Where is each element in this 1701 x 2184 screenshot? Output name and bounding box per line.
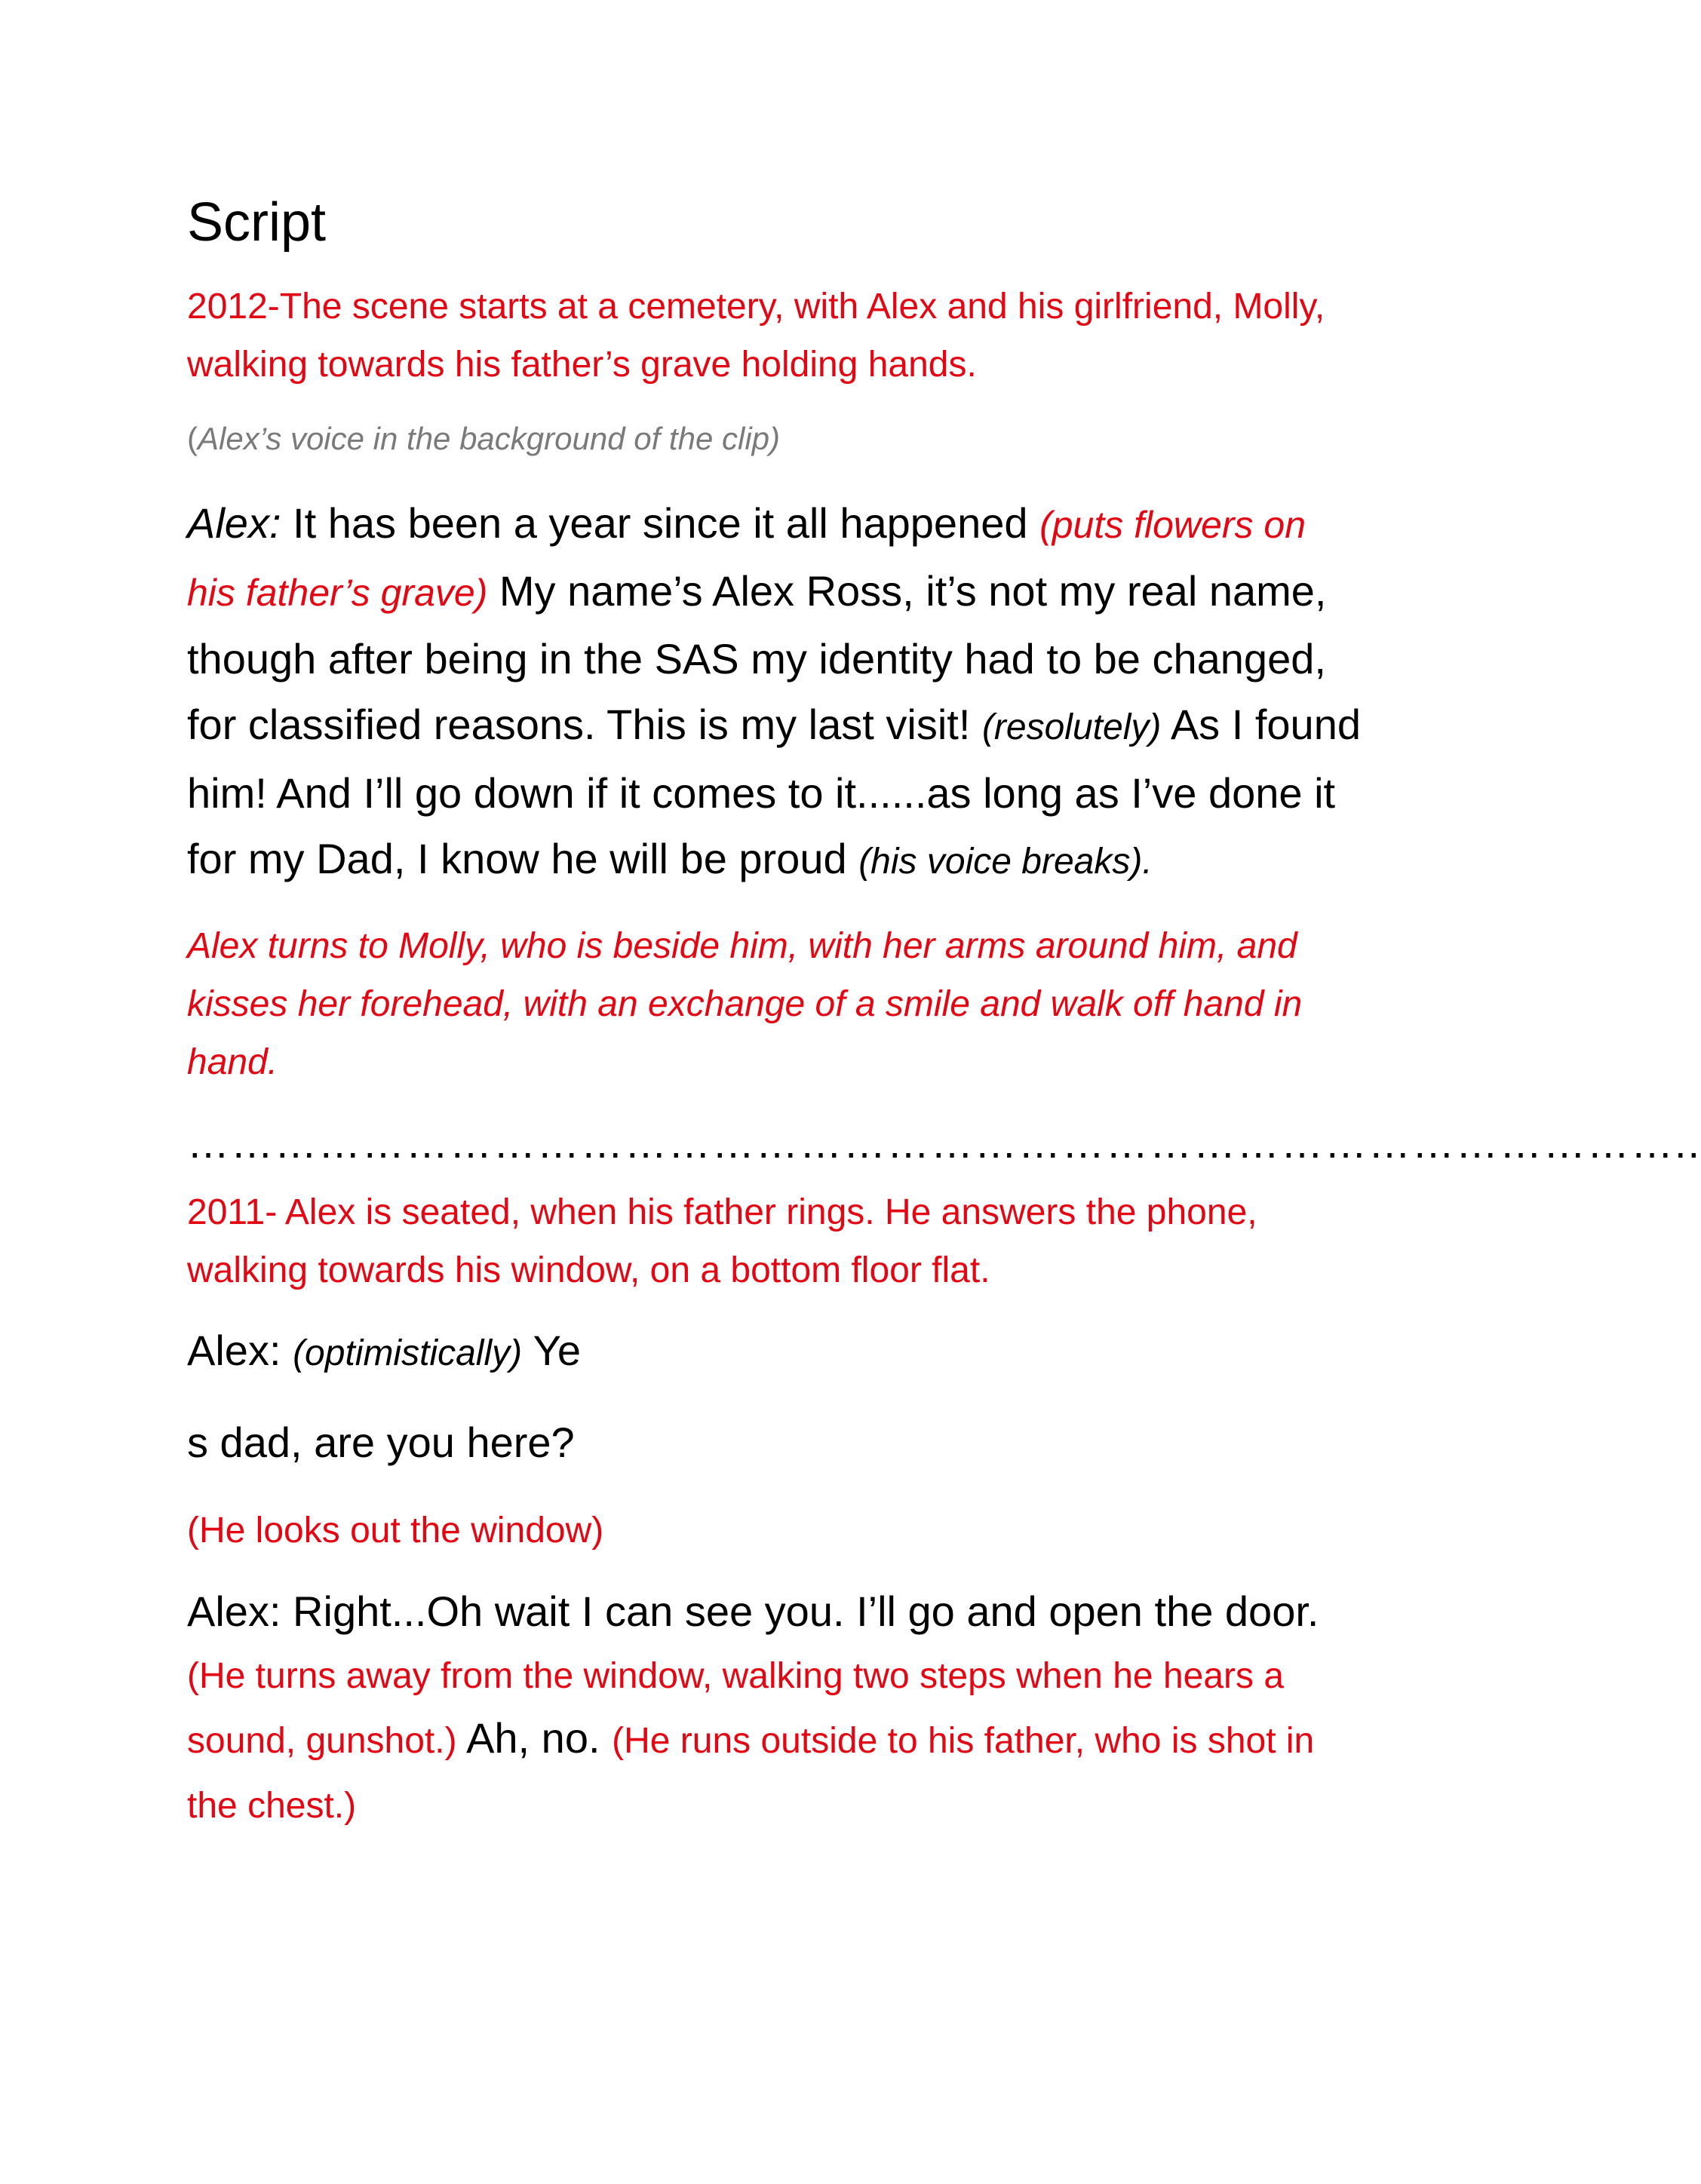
dialogue-text: My name’s Alex Ross, it’s not my real name, though after being in the SAS my identity had to be changed, for classified reasons. This is my last visit! <box>187 567 1327 748</box>
parenthetical: (his voice breaks). <box>858 842 1153 882</box>
phone-dialogue-continued: s dad, are you here? <box>187 1419 575 1466</box>
script-page <box>187 189 1701 1837</box>
dialogue-text: Alex: Right...Oh wait I can see you. I’ll go and open the door. <box>187 1587 1319 1635</box>
page-title: Script <box>187 192 327 253</box>
dialogue-text: Ah, no. <box>456 1714 613 1762</box>
alex-monologue <box>187 490 1364 894</box>
final-dialogue <box>187 1581 1364 1837</box>
speaker-label: Alex: <box>187 499 281 547</box>
stage-direction: (He runs outside to his father, who is shot in the chest.) <box>187 1721 1315 1826</box>
dialogue-text: It has been a year since it all happened <box>281 499 1040 547</box>
phone-dialogue <box>187 1321 1364 1384</box>
dialogue-text: Ye <box>522 1327 581 1374</box>
scene-heading-2011: 2011- Alex is seated, when his father rings. He answers the phone, walking towards his window, on a bottom floor flat. <box>187 1192 1257 1290</box>
voice-note <box>187 415 1364 463</box>
parenthetical: (resolutely) <box>981 707 1162 747</box>
scene-separator: ………………………………………………………………………………………….. <box>187 1119 1701 1167</box>
voice-note-paren: ( <box>187 421 198 456</box>
voice-note-text: Alex’s voice in the background of the clip) <box>198 421 780 456</box>
speaker-label: Alex: <box>187 1327 293 1374</box>
stage-direction: (puts flowers on his father’s grave) <box>187 504 1306 614</box>
window-action: (He looks out the window) <box>187 1511 604 1551</box>
stage-direction: (He turns away from the window, walking two steps when he hears a sound, gunshot.) <box>187 1656 1285 1761</box>
action-molly: Alex turns to Molly, who is beside him, with her arms around him, and kisses her forehead, with an exchange of a smile and walk off hand in hand. <box>187 926 1303 1082</box>
dialogue-text: As I found him! And I’ll go down if it comes to it......as long as I’ve done it for my Dad, I know he will be proud <box>187 701 1361 882</box>
parenthetical: (optimistically) <box>293 1333 523 1373</box>
scene-heading-2012: 2012-The scene starts at a cemetery, with Alex and his girlfriend, Molly, walking towards his father’s grave holding hands. <box>187 287 1325 385</box>
